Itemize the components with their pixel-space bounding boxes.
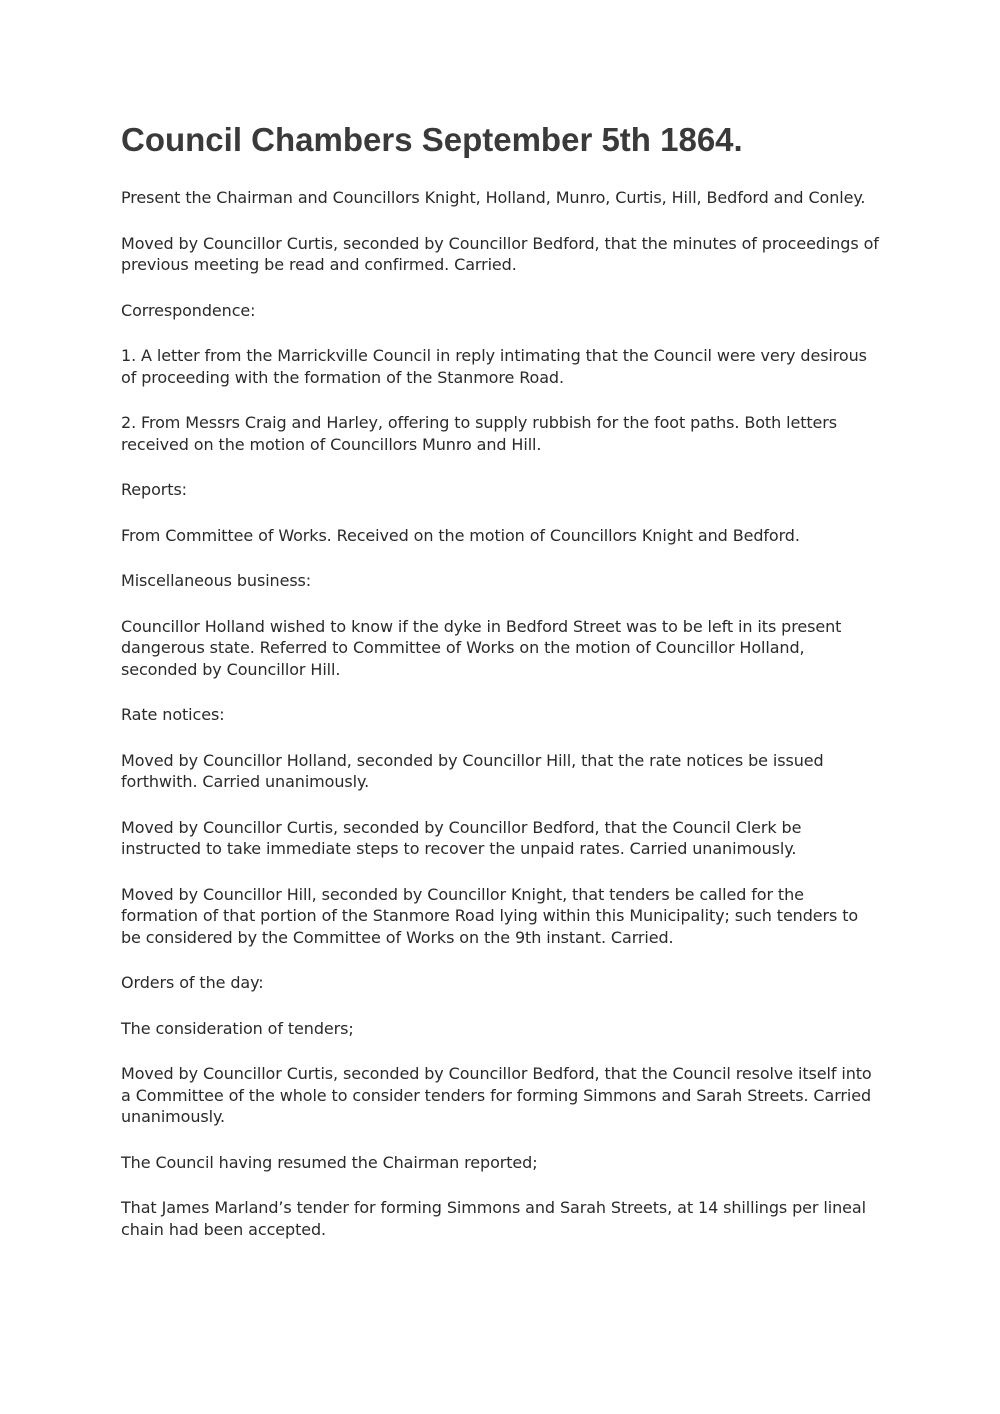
rate-notices-motion-1: Moved by Councillor Holland, seconded by Councillor Hill, that the rate notices be issued forthwith. Carried unanimously. — [121, 750, 824, 791]
page-title: Council Chambers September 5th 1864. — [121, 121, 743, 158]
correspondence-item-1: 1. A letter from the Marrickville Council in reply intimating that the Council were very desirous of proceeding with the formation of the Stanmore Road. — [121, 346, 867, 387]
section-heading-correspondence: Correspondence: — [121, 300, 256, 320]
chairman-report-intro: The Council having resumed the Chairman reported; — [121, 1152, 538, 1172]
section-heading-reports: Reports: — [121, 480, 187, 499]
correspondence-item-2: 2. From Messrs Craig and Harley, offering to supply rubbish for the foot paths. Both letters received on the motion of Councillors Munro and Hill. — [121, 413, 837, 454]
reports-paragraph: From Committee of Works. Received on the motion of Councillors Knight and Bedford. — [121, 525, 800, 545]
minutes-confirmation-paragraph: Moved by Councillor Curtis, seconded by Councillor Bedford, that the minutes of proceedings of previous meeting be read and confirmed. Carried. — [121, 233, 879, 274]
rate-notices-motion-2: Moved by Councillor Curtis, seconded by Councillor Bedford, that the Council Clerk be instructed to take immediate steps to recover the unpaid rates. Carried unanimously. — [121, 817, 802, 858]
section-heading-miscellaneous: Miscellaneous business: — [121, 571, 312, 590]
section-heading-rate-notices: Rate notices: — [121, 705, 225, 724]
tenders-motion: Moved by Councillor Hill, seconded by Councillor Knight, that tenders be called for the formation of that portion of the Stanmore Road lying within this Municipality; such tenders to be considered by the Committee of Works on the 9th instant. Carried. — [121, 884, 859, 947]
chairman-report-tender: That James Marland’s tender for forming Simmons and Sarah Streets, at 14 shillings per lineal chain had been accepted. — [121, 1198, 866, 1239]
orders-item: The consideration of tenders; — [121, 1018, 354, 1038]
attendance-paragraph: Present the Chairman and Councillors Knight, Holland, Munro, Curtis, Hill, Bedford and Conley. — [121, 188, 866, 207]
minutes-body — [121, 114, 881, 1240]
miscellaneous-paragraph: Councillor Holland wished to know if the dyke in Bedford Street was to be left in its present dangerous state. Referred to Committee of Works on the motion of Councillor Holland, seconded by Councillor Hill. — [121, 616, 842, 679]
section-heading-orders-of-the-day: Orders of the day: — [121, 973, 264, 992]
committee-motion: Moved by Councillor Curtis, seconded by Councillor Bedford, that the Council resolve itself into a Committee of the whole to consider tenders for forming Simmons and Sarah Streets. Carried unanimously. — [121, 1064, 872, 1126]
